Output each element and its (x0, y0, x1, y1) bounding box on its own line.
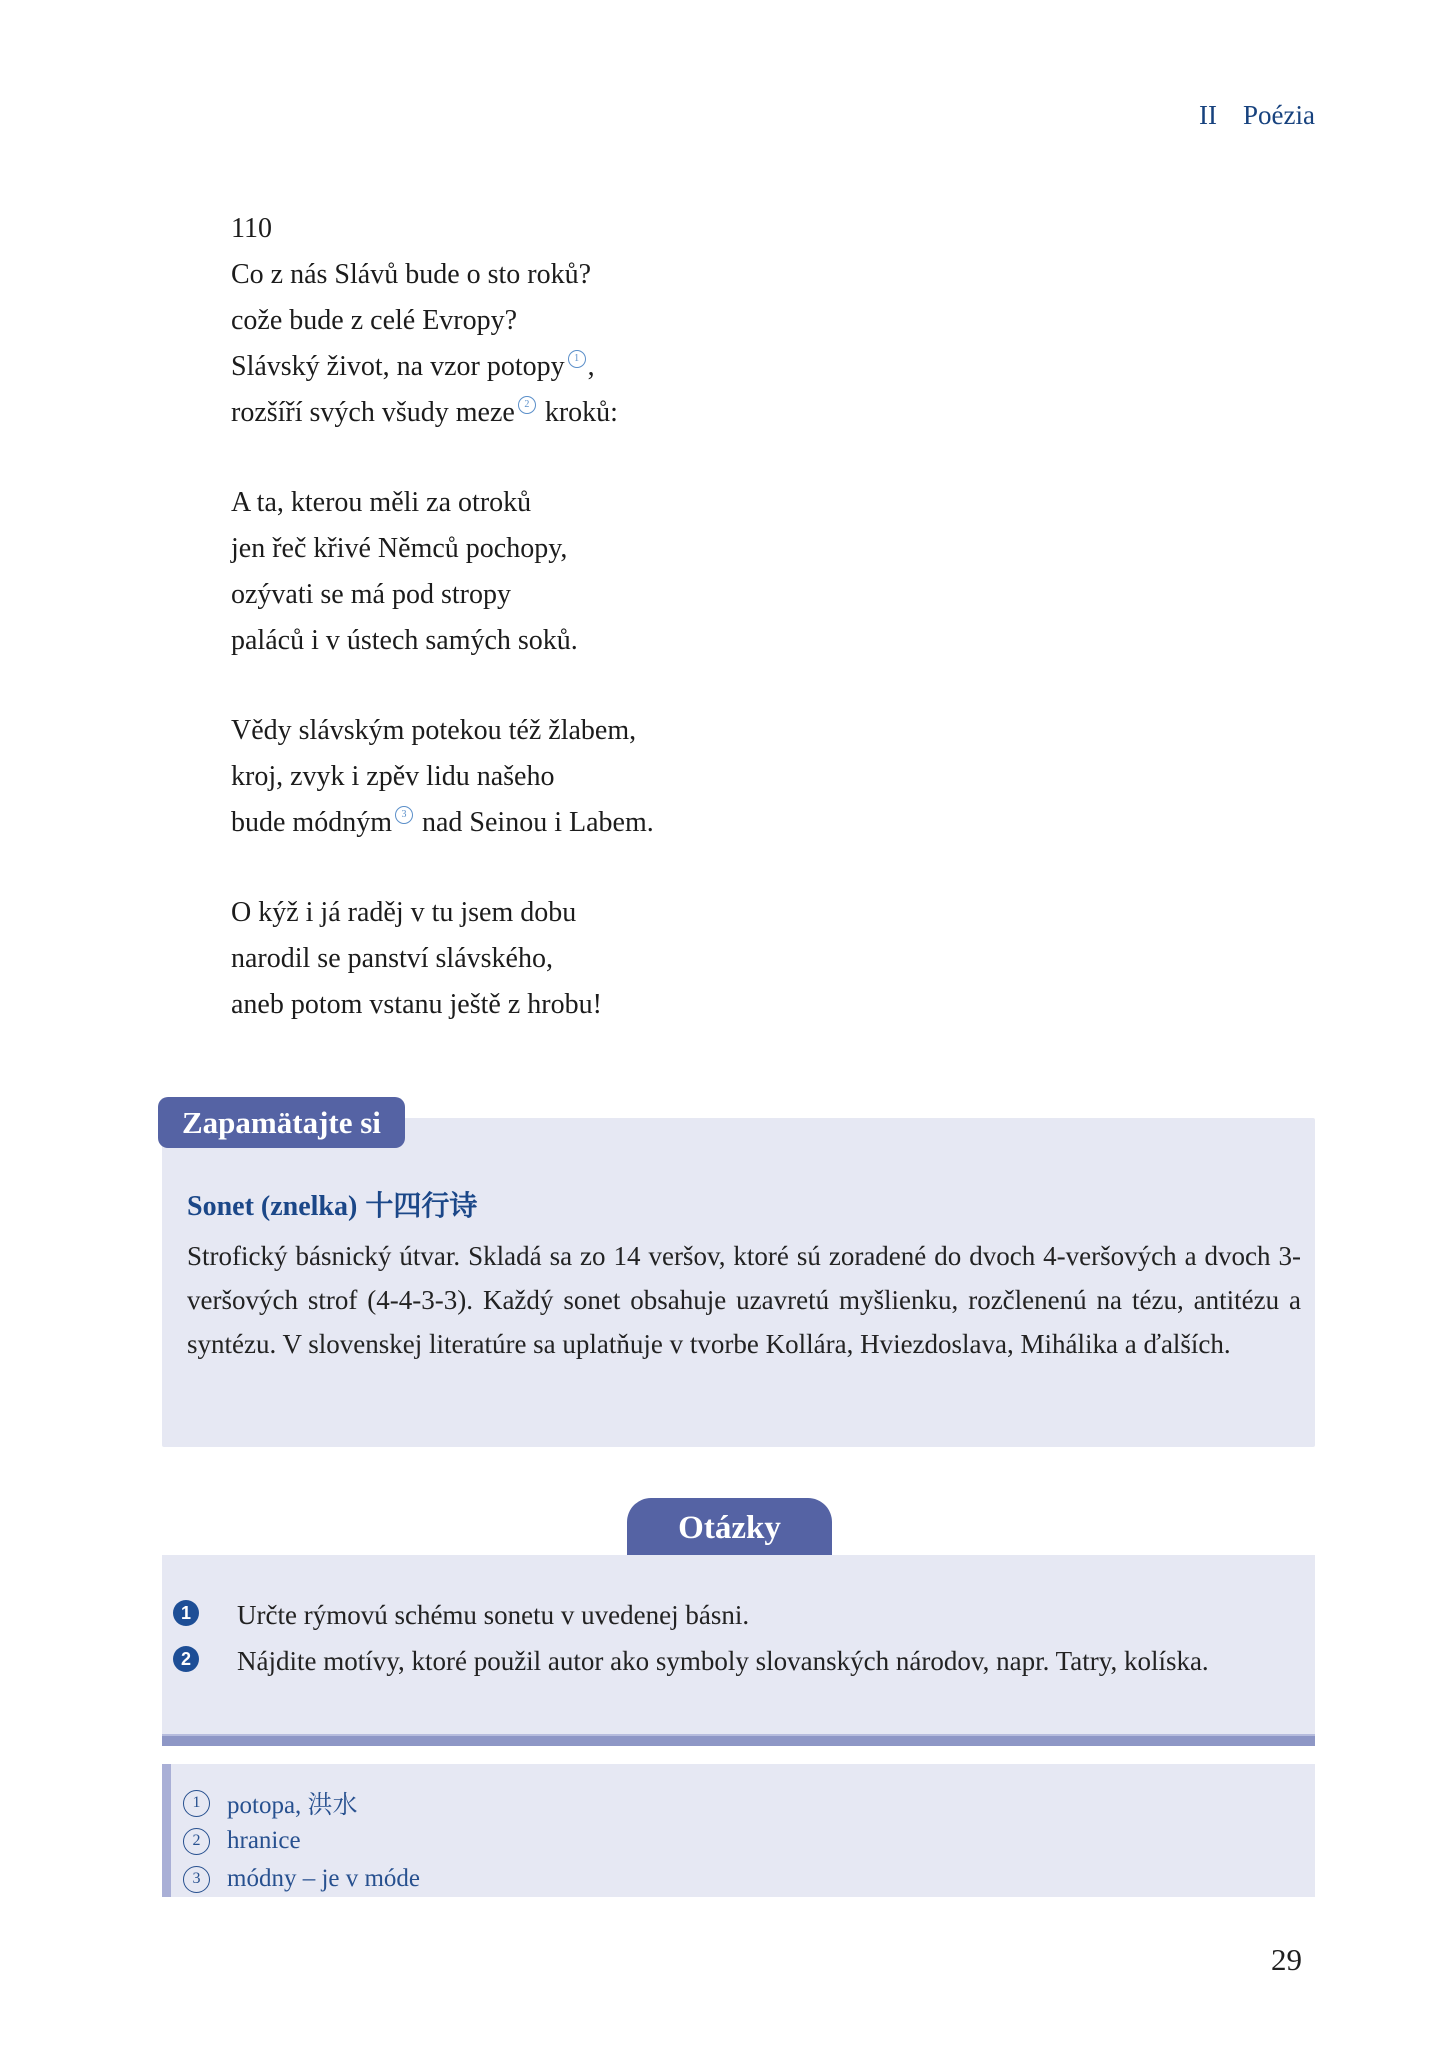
poem-text: , (587, 351, 595, 382)
section-title: Poézia (1243, 100, 1315, 130)
poem-line (231, 800, 654, 846)
running-head (1199, 100, 1315, 131)
poem-line (231, 754, 654, 800)
footnote-item (183, 1822, 1315, 1860)
questions-list (162, 1594, 1315, 1683)
question-number-badge: 2 (173, 1646, 199, 1672)
poem-line (231, 252, 654, 298)
remember-tab: Zapamätajte si (158, 1097, 405, 1148)
footnote-item (183, 1784, 1315, 1822)
poem-line (231, 298, 654, 344)
footnote-number-marker: 2 (183, 1828, 210, 1855)
poem-text: bude módným (231, 807, 392, 838)
question-item (162, 1640, 1315, 1683)
question-text: Nájdite motívy, ktoré použil autor ako symboly slovanských národov, napr. Tatry, kolíska. (237, 1646, 1209, 1676)
footnote-text: potopa, 洪水 (227, 1792, 358, 1819)
poem-stanza (231, 708, 654, 846)
questions-panel (162, 1555, 1315, 1734)
poem-line (231, 344, 654, 390)
question-number-badge: 1 (173, 1600, 199, 1626)
poem-stanza (231, 890, 654, 1028)
page-number: 29 (1271, 1942, 1302, 1977)
poem-text: Slávský život, na vzor potopy (231, 351, 565, 382)
poem-text: Co z nás Slávů bude o sto roků? (231, 259, 592, 290)
footnote-ref-marker: 3 (395, 806, 413, 824)
poem-line (231, 480, 654, 526)
poem-text: paláců i v ústech samých soků. (231, 625, 578, 656)
poem-text: Vědy slávským potekou též žlabem, (231, 715, 637, 746)
poem (231, 206, 654, 1072)
poem-line (231, 982, 654, 1028)
poem-text: O kýž i já raděj v tu jsem dobu (231, 897, 577, 928)
poem-line (231, 572, 654, 618)
footnote-number-marker: 1 (183, 1790, 210, 1817)
footnote-text: hranice (227, 1827, 301, 1854)
footnote-number-marker: 3 (183, 1866, 210, 1893)
poem-text: nad Seinou i Labem. (415, 807, 654, 838)
question-item (162, 1594, 1315, 1637)
poem-line (231, 390, 654, 436)
poem-text: aneb potom vstanu ještě z hrobu! (231, 989, 602, 1020)
remember-body: Strofický básnický útvar. Skladá sa zo 14 veršov, ktoré sú zoradené do dvoch 4-veršových a dvoch 3-veršových strof (4-4-3-3). Každý sonet obsahuje uzavretú myšlienku, rozčlenenú na tézu, antitézu a syntézu. V slovenskej literatúre sa uplatňuje v tvorbe Kollára, Hviezdoslava, Mihálika a ďalších. (187, 1241, 1301, 1359)
poem-text: kroků: (537, 397, 618, 428)
poem-stanza-number: 110 (231, 213, 272, 244)
poem-stanza (231, 252, 654, 436)
section-number: II (1199, 100, 1218, 130)
footnote-text: módny – je v móde (227, 1865, 421, 1892)
remember-term (187, 1184, 1301, 1224)
poem-text: cože bude z celé Evropy? (231, 305, 518, 336)
term-chinese: 十四行诗 (365, 1191, 478, 1222)
poem-line (231, 526, 654, 572)
poem-text: ozývati se má pod stropy (231, 579, 511, 610)
poem-text: narodil se panství slávského, (231, 943, 553, 974)
questions-divider-rule (162, 1734, 1315, 1746)
footnotes-list (183, 1784, 1315, 1898)
poem-text: A ta, kterou měli za otroků (231, 487, 532, 518)
footnote-ref-marker: 2 (518, 396, 536, 414)
poem-stanzas (231, 252, 654, 1028)
poem-text: jen řeč křivé Němců pochopy, (231, 533, 568, 564)
poem-text: rozšíří svých všudy meze (231, 397, 515, 428)
term-label: Sonet (znelka) (187, 1191, 358, 1222)
remember-panel (162, 1118, 1315, 1447)
question-text: Určte rýmovú schému sonetu v uvedenej básni. (237, 1600, 750, 1630)
footnotes-panel (162, 1764, 1315, 1897)
poem-stanza (231, 480, 654, 664)
poem-line (231, 936, 654, 982)
poem-text: kroj, zvyk i zpěv lidu našeho (231, 761, 555, 792)
footnote-ref-marker: 1 (568, 350, 586, 368)
poem-line (231, 890, 654, 936)
questions-tab: Otázky (627, 1498, 832, 1555)
footnote-item (183, 1860, 1315, 1898)
poem-line (231, 708, 654, 754)
poem-line (231, 618, 654, 664)
